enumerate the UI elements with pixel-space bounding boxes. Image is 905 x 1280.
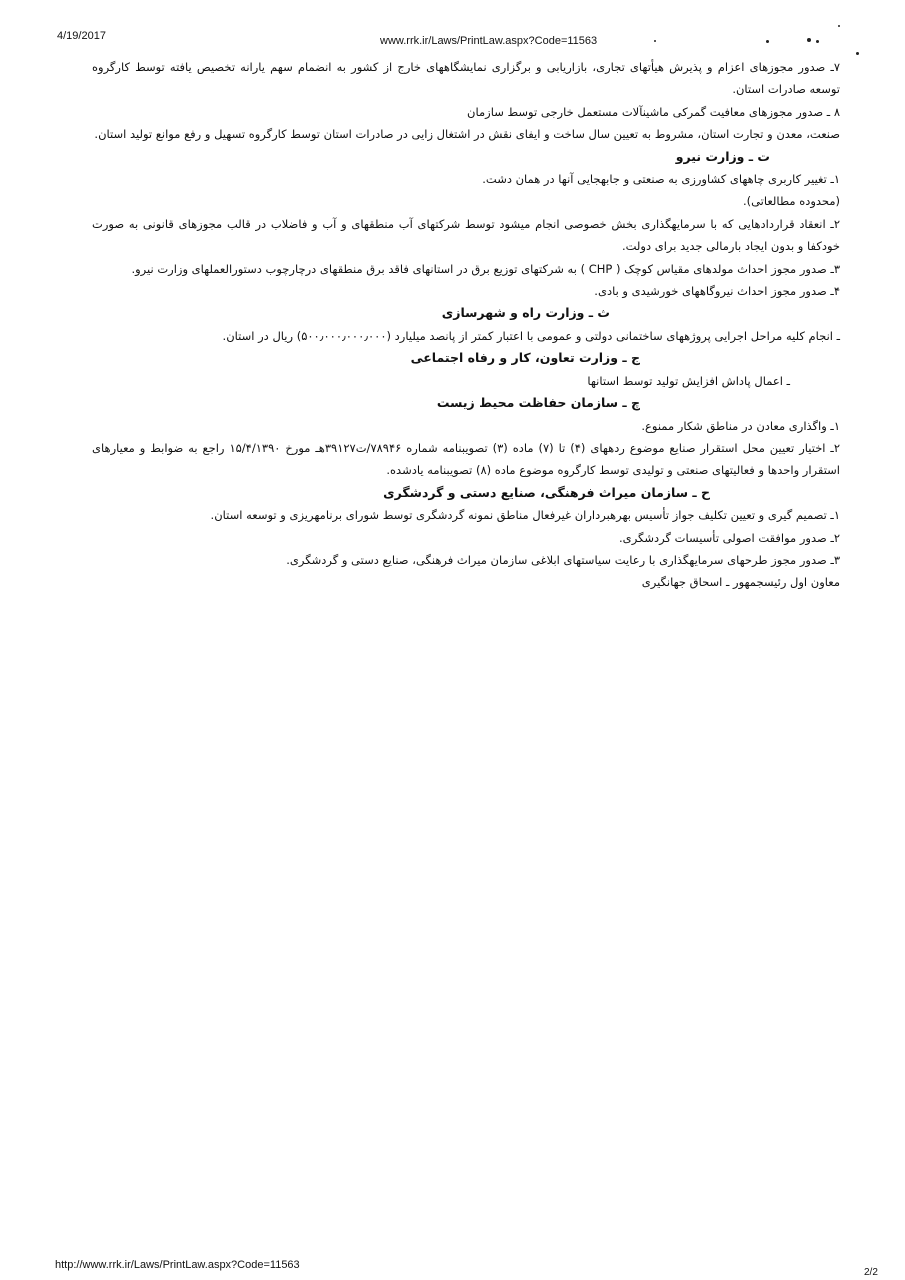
- scan-speck: [766, 40, 769, 43]
- print-date: 4/19/2017: [57, 30, 106, 42]
- scan-speck: [807, 38, 811, 42]
- scan-speck: [856, 52, 859, 55]
- clause-text: ـ انجام کلیه مراحل اجرایی پروژههای ساختمانی دولتی و عمومی با اعتبار کمتر از پانصد میلیارد (۵۰۰٫۰۰۰٫۰۰۰٫۰۰۰) ریال در استان.: [222, 328, 840, 343]
- scan-speck: [654, 40, 656, 42]
- clause-text: ۲ـ صدور موافقت اصولی تأسیسات گردشگری.: [619, 530, 840, 545]
- section-heading: ت ـ وزارت نیرو: [675, 148, 770, 164]
- scan-speck: [816, 40, 819, 43]
- clause-text: ـ اعمال پاداش افزایش تولید توسط استانها: [587, 373, 790, 388]
- page-number: 2/2: [864, 1267, 878, 1278]
- signature-line: معاون اول رئیسجمهور ـ اسحاق جهانگیری: [641, 575, 840, 590]
- clause-text: ۲ـ اختیار تعیین محل استقرار صنایع موضوع ردههای (۴) تا (۷) ماده (۳) تصویبنامه شماره ۷۸۹۴۶/ت۳۹۱۲۷هـ مورخ ۱۵/۴/۱۳۹۰ راجع به ضوابط و معیارهای استقرار واحدها و فعالیتهای صنعتی و تولیدی توسط کارگروه موضوع ماده (۸) تصویبنامه یادشده.: [92, 440, 840, 478]
- clause-text: ۸ ـ صدور مجوزهای معافیت گمرکی ماشینآلات مستعمل خارجی توسط سازمان: [467, 104, 840, 119]
- clause-text: ۲ـ انعقاد قراردادهایی که با سرمایهگذاری بخش خصوصی انجام میشود توسط شرکتهای آب منطقهای و آب و فاضلاب در قالب مجوزهای قانونی به صورت خودکفا و بدون ایجاد بارمالی جدید برای دولت.: [92, 216, 840, 254]
- law-text-body: [92, 56, 840, 594]
- section-heading: چ ـ سازمان حفاظت محیط زیست: [436, 395, 640, 411]
- clause-text: (محدوده مطالعاتی).: [742, 194, 840, 209]
- clause-text: ۱ـ تصمیم گیری و تعیین تکلیف جواز تأسیس بهرهبرداران غیرفعال مناطق نمونه گردشگری توسط شورای برنامهریزی و توسعه استان.: [210, 508, 840, 523]
- header-url: www.rrk.ir/Laws/PrintLaw.aspx?Code=11563: [380, 35, 598, 47]
- section-heading: ح ـ سازمان میراث فرهنگی، صنایع دستی و گردشگری: [383, 484, 710, 500]
- clause-text: ۷ـ صدور مجوزهای اعزام و پذیرش هیأتهای تجاری، بازاریابی و برگزاری نمایشگاههای خارج از کشور به انضمام سهم یارانه تخصیص یافته توسط کارگروه توسعه صادرات استان.: [92, 60, 840, 97]
- clause-text: ۳ـ صدور مجوز احداث مولدهای مقیاس کوچک ( CHP ) به شرکتهای توزیع برق در استانهای فاقد برق منطقهای درچارچوب دستورالعملهای وزارت نیرو.: [131, 261, 840, 276]
- footer-url: http://www.rrk.ir/Laws/PrintLaw.aspx?Code=11563: [55, 1259, 300, 1271]
- clause-text: ۴ـ صدور مجوز احداث نیروگاههای خورشیدی و بادی.: [594, 284, 840, 299]
- section-heading: ج ـ وزارت تعاون، کار و رفاه اجتماعی: [410, 350, 640, 366]
- clause-text: ۱ـ تغییر کاربری چاههای کشاورزی به صنعتی و جابهجایی آنها در همان دشت.: [482, 172, 840, 187]
- clause-text: ۱ـ واگذاری معادن در مناطق شکار ممنوع.: [641, 418, 840, 433]
- clause-text: صنعت، معدن و تجارت استان، مشروط به تعیین سال ساخت و ایفای نقش در اشتغال زایی در صادرات استان توسط کارگروه تسهیل و رفع موانع تولید استان.: [94, 127, 840, 142]
- scan-speck: [838, 25, 840, 27]
- section-heading: ث ـ وزارت راه و شهرسازی: [441, 305, 610, 321]
- clause-text: ۳ـ صدور مجوز طرحهای سرمایهگذاری با رعایت سیاستهای ابلاغی سازمان میراث فرهنگی، صنایع دستی و گردشگری.: [286, 552, 840, 567]
